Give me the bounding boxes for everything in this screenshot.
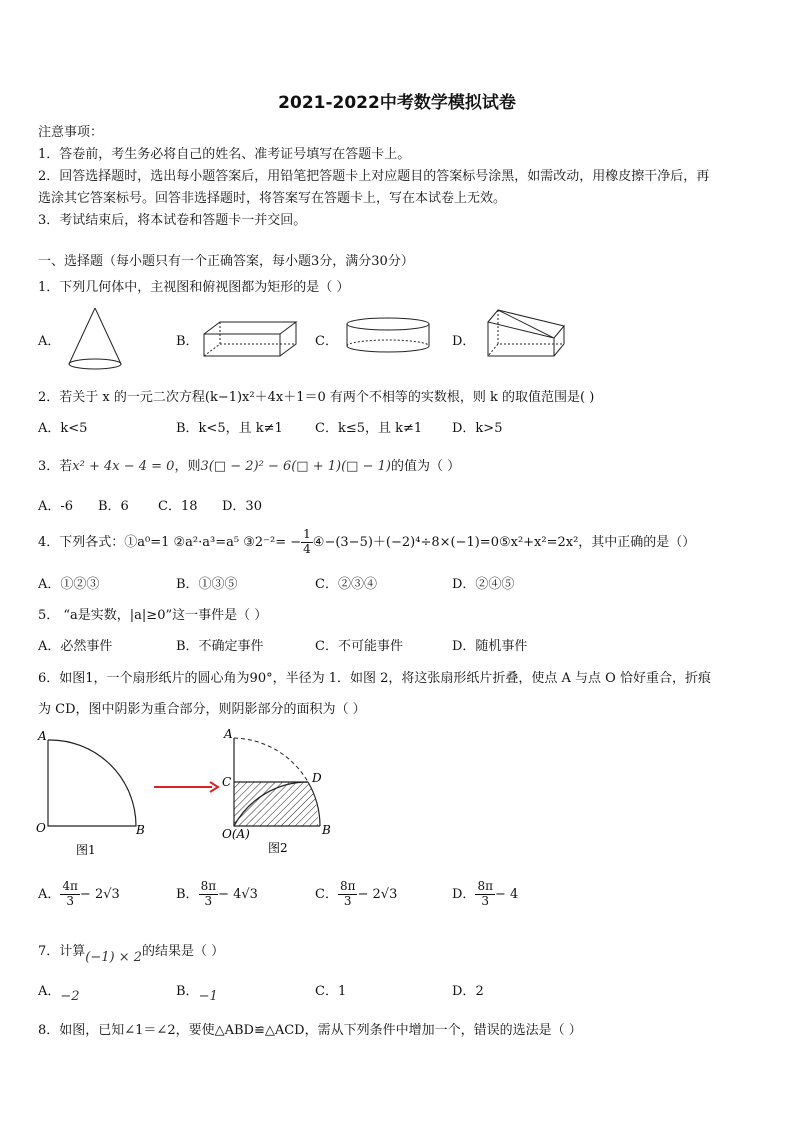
q6-option-b-tail: − 4√3 xyxy=(218,886,258,902)
fig2-caption: 图2 xyxy=(268,841,288,855)
q7-option-c-label: C． xyxy=(315,984,338,999)
q7-suffix: 的结果是（ ） xyxy=(142,944,225,959)
q3-suffix: 的值为（ ） xyxy=(390,459,461,474)
q5-option-c: C．不可能事件 xyxy=(315,639,403,654)
q3-stem xyxy=(38,455,460,474)
q6-line-2: 为 CD，图中阴影为重合部分，则阴影部分的面积为（ ） xyxy=(38,702,366,717)
q3-prefix: 3．若 xyxy=(38,459,73,474)
figure-2-folded-sector xyxy=(218,726,338,858)
q6-option-d-label: D． xyxy=(452,886,476,902)
prism-icon xyxy=(484,308,568,360)
figure-1-sector xyxy=(36,728,146,858)
q7-prefix: 7．计算 xyxy=(38,944,86,959)
fig2-label-o: O(A) xyxy=(222,827,250,841)
q7-option-b-label: B． xyxy=(176,984,199,999)
q1-option-b-label: B． xyxy=(176,334,199,349)
cuboid-icon xyxy=(202,320,298,358)
q6-option-c-tail: − 2√3 xyxy=(357,886,398,902)
notice-line-3: 选涂其它答案标号。回答非选择题时，将答案写在答题卡上，写在本试卷上无效。 xyxy=(38,191,507,206)
fig2-label-a: A xyxy=(224,727,233,741)
q3-mid: ，则 xyxy=(174,459,201,474)
q2-option-b: B．k<5，且 k≠1 xyxy=(176,421,283,436)
q4-option-d: D．②④⑤ xyxy=(452,577,515,592)
q4-option-c: C．②③④ xyxy=(315,577,377,592)
q6-option-b-label: B． xyxy=(176,886,199,902)
q6-option-a-num: 4π xyxy=(62,879,78,893)
q1-option-c-label: C． xyxy=(315,334,338,349)
q1-option-a-label: A． xyxy=(38,334,61,349)
q1-stem: 1．下列几何体中，主视图和俯视图都为矩形的是（ ） xyxy=(38,280,350,295)
page-title: 2021-2022中考数学模拟试卷 xyxy=(278,93,516,113)
fig1-label-a: A xyxy=(38,729,47,743)
q3-option-d: D．30 xyxy=(222,499,262,514)
arrow-right-icon xyxy=(152,780,222,794)
q7-option-c-value: 1 xyxy=(337,984,347,999)
q7-option-b xyxy=(176,980,218,1004)
q4-frac-den: 4 xyxy=(303,541,311,556)
cylinder-icon xyxy=(345,316,431,356)
q6-option-d xyxy=(452,880,518,909)
q1-option-d-label: D． xyxy=(452,334,476,349)
q6-option-a-den: 3 xyxy=(66,893,74,908)
fig1-caption: 图1 xyxy=(76,843,96,857)
notice-line-4: 3．考试结束后，将本试卷和答题卡一并交回。 xyxy=(38,213,307,228)
fig1-label-b: B xyxy=(136,823,145,837)
q7-option-c xyxy=(315,980,346,999)
q4-stem-a: 4．下列各式：①a⁰=1 ②a²·a³=a⁵ ③2⁻²= − xyxy=(38,534,302,550)
q6-option-c-den: 3 xyxy=(343,893,352,908)
q3-option-c: C．18 xyxy=(158,499,198,514)
q2-stem: 2．若关于 x 的一元二次方程(k−1)x²＋4x＋1＝0 有两个不相等的实数根，则 k 的取值范围是( ) xyxy=(38,390,595,405)
q6-option-c xyxy=(315,880,397,909)
q7-option-d xyxy=(452,980,484,999)
notice-heading: 注意事项： xyxy=(38,125,104,140)
q2-option-a: A．k<5 xyxy=(38,421,88,436)
q6-option-c-num: 8π xyxy=(339,879,356,893)
q6-option-a xyxy=(38,880,120,909)
q7-option-b-value: −1 xyxy=(198,989,218,1004)
fig1-label-o: O xyxy=(36,821,46,835)
notice-line-2: 2．回答选择题时，选出每小题答案后，用铅笔把答题卡上对应题目的答案标号涂黑，如需改动，用橡皮擦干净后，再 xyxy=(38,169,710,184)
q4-fraction xyxy=(301,528,313,557)
q4-stem xyxy=(38,528,695,557)
q7-option-a-label: A． xyxy=(38,984,61,999)
q7-option-a-value: −2 xyxy=(60,989,80,1004)
q3-expression: 3(□ − 2)² − 6(□ + 1)(□ − 1) xyxy=(200,459,391,474)
q5-option-b: B．不确定事件 xyxy=(176,639,264,654)
q6-option-d-num: 8π xyxy=(477,879,493,893)
q2-option-c: C．k≤5，且 k≠1 xyxy=(315,421,423,436)
q6-line-1: 6．如图1，一个扇形纸片的圆心角为90°，半径为 1．如图 2，将这张扇形纸片折叠，使点 A 与点 O 恰好重合，折痕 xyxy=(38,671,711,686)
fig2-label-d: D xyxy=(312,771,322,785)
q7-option-d-label: D． xyxy=(452,984,476,999)
fig2-label-b: B xyxy=(322,823,331,837)
q6-option-b xyxy=(176,880,258,909)
q6-option-a-tail: − 2√3 xyxy=(79,886,120,902)
q3-option-b: B．6 xyxy=(98,499,129,514)
q6-option-a-label: A． xyxy=(38,886,61,902)
q6-option-b-num: 8π xyxy=(200,879,217,893)
q5-option-a: A．必然事件 xyxy=(38,639,113,654)
q6-option-d-den: 3 xyxy=(481,893,490,908)
q3-condition: x² + 4x − 4 = 0 xyxy=(72,459,175,474)
q7-expression: (−1) × 2 xyxy=(85,950,143,965)
q6-option-c-label: C． xyxy=(315,886,338,902)
fig2-label-c: C xyxy=(222,775,232,789)
notice-line-1: 1．答卷前，考生务必将自己的姓名、准考证号填写在答题卡上。 xyxy=(38,147,411,162)
q5-stem: 5． “a是实数，|a|≥0”这一事件是（ ） xyxy=(38,608,268,623)
q5-option-d: D．随机事件 xyxy=(452,639,528,654)
q2-option-d: D．k>5 xyxy=(452,421,503,436)
cone-icon xyxy=(65,306,125,370)
q7-option-d-value: 2 xyxy=(475,984,484,999)
q4-option-a: A．①②③ xyxy=(38,577,100,592)
q4-frac-num: 1 xyxy=(303,527,311,541)
section-heading: 一、选择题（每小题只有一个正确答案，每小题3分，满分30分） xyxy=(38,254,414,269)
q6-option-d-tail: − 4 xyxy=(494,886,519,902)
q7-option-a xyxy=(38,980,80,1004)
q4-stem-b: ④−(3−5)＋(−2)⁴÷8×(−1)=0⑤x²+x²=2x²，其中正确的是（） xyxy=(312,534,696,550)
q6-option-b-den: 3 xyxy=(204,893,213,908)
q8-stem: 8．如图，已知∠1＝∠2，要使△ABD≌△ACD，需从下列条件中增加一个，错误的选法是（ ） xyxy=(38,1023,582,1038)
q7-stem xyxy=(38,940,225,965)
q4-option-b: B．①③⑤ xyxy=(176,577,238,592)
q3-option-a: A．-6 xyxy=(38,499,74,514)
